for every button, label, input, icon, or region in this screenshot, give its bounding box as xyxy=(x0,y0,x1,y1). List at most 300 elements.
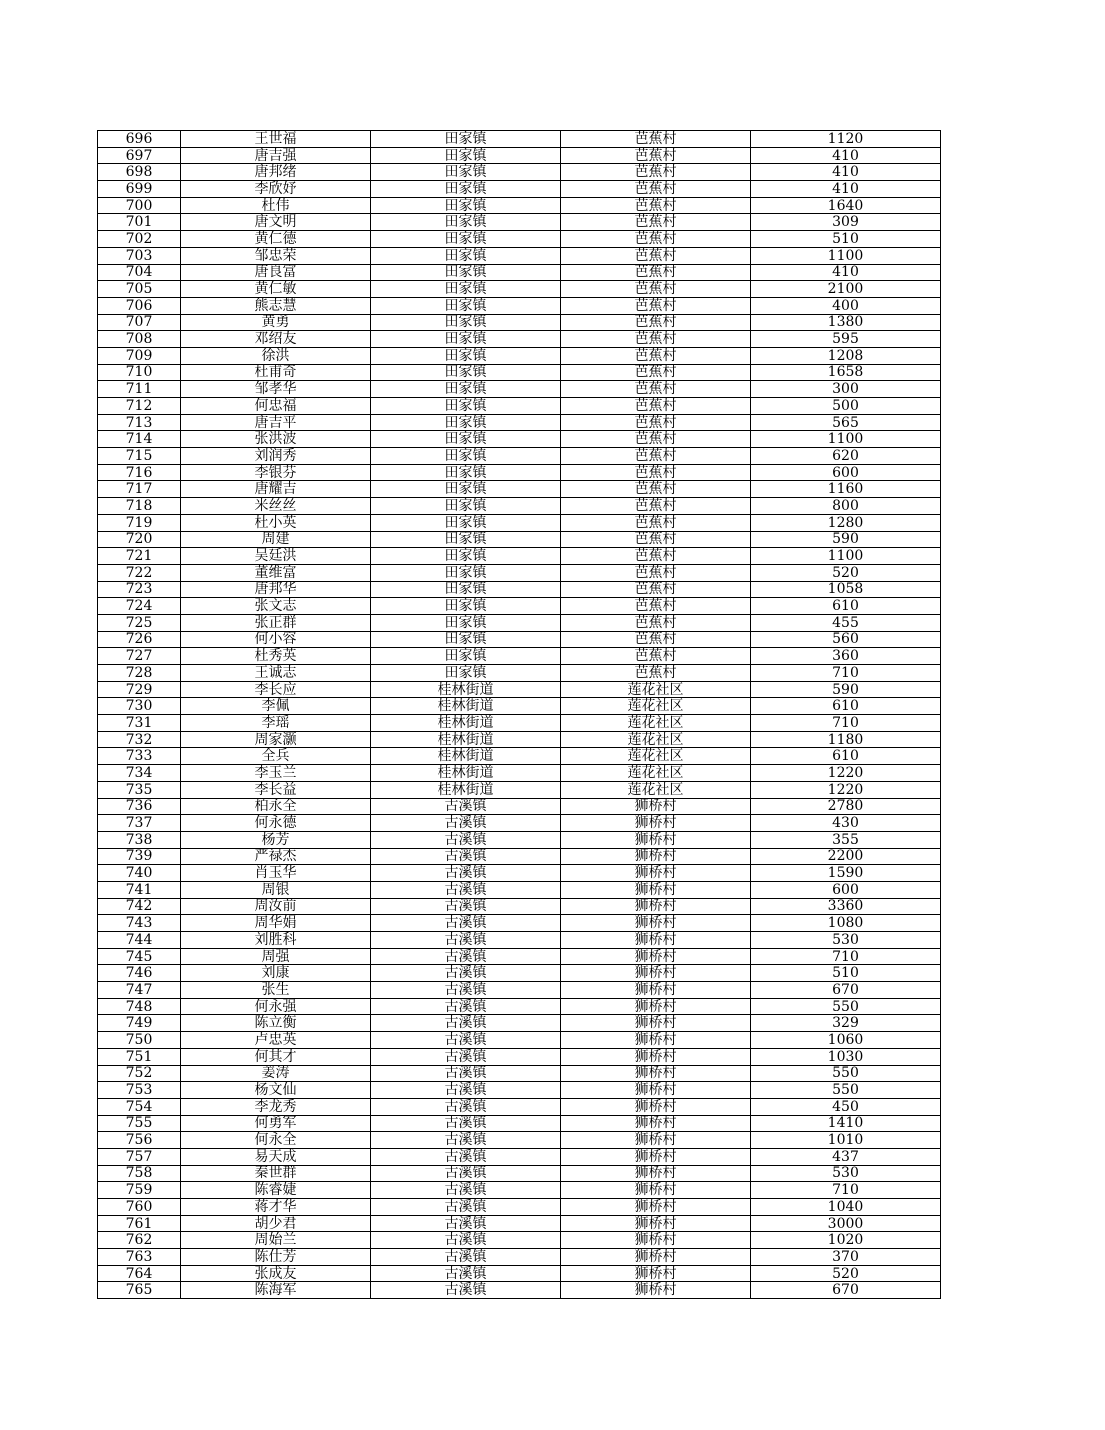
row-number-cell: 724 xyxy=(98,598,181,615)
village-cell: 芭蕉村 xyxy=(561,281,751,298)
table-row xyxy=(98,364,941,381)
amount-cell: 600 xyxy=(751,464,941,481)
village-cell: 芭蕉村 xyxy=(561,364,751,381)
amount-cell: 550 xyxy=(751,998,941,1015)
amount-cell: 300 xyxy=(751,381,941,398)
name-cell: 杜伟 xyxy=(181,197,371,214)
name-cell: 蒋才华 xyxy=(181,1199,371,1216)
table-row xyxy=(98,1032,941,1049)
table-row xyxy=(98,715,941,732)
town-cell: 古溪镇 xyxy=(371,898,561,915)
row-number-cell: 726 xyxy=(98,631,181,648)
name-cell: 唐吉强 xyxy=(181,147,371,164)
table-row xyxy=(98,665,941,682)
row-number-cell: 715 xyxy=(98,448,181,465)
name-cell: 张洪波 xyxy=(181,431,371,448)
village-cell: 莲花社区 xyxy=(561,715,751,732)
row-number-cell: 758 xyxy=(98,1165,181,1182)
table-row xyxy=(98,865,941,882)
amount-cell: 355 xyxy=(751,831,941,848)
row-number-cell: 704 xyxy=(98,264,181,281)
row-number-cell: 739 xyxy=(98,848,181,865)
village-cell: 狮桥村 xyxy=(561,1098,751,1115)
name-cell: 胡少君 xyxy=(181,1215,371,1232)
town-cell: 田家镇 xyxy=(371,214,561,231)
table-row xyxy=(98,514,941,531)
town-cell: 古溪镇 xyxy=(371,1265,561,1282)
village-cell: 狮桥村 xyxy=(561,982,751,999)
table-row xyxy=(98,681,941,698)
table-row xyxy=(98,631,941,648)
row-number-cell: 702 xyxy=(98,231,181,248)
town-cell: 田家镇 xyxy=(371,281,561,298)
town-cell: 古溪镇 xyxy=(371,1232,561,1249)
amount-cell: 610 xyxy=(751,748,941,765)
row-number-cell: 753 xyxy=(98,1082,181,1099)
name-cell: 卢忠英 xyxy=(181,1032,371,1049)
name-cell: 全兵 xyxy=(181,748,371,765)
village-cell: 狮桥村 xyxy=(561,898,751,915)
name-cell: 姜涛 xyxy=(181,1065,371,1082)
amount-cell: 1280 xyxy=(751,514,941,531)
village-cell: 狮桥村 xyxy=(561,1048,751,1065)
table-row xyxy=(98,614,941,631)
name-cell: 杜秀英 xyxy=(181,648,371,665)
table-row xyxy=(98,531,941,548)
row-number-cell: 759 xyxy=(98,1182,181,1199)
amount-cell: 1010 xyxy=(751,1132,941,1149)
row-number-cell: 736 xyxy=(98,798,181,815)
amount-cell: 560 xyxy=(751,631,941,648)
table-row xyxy=(98,164,941,181)
table-row xyxy=(98,598,941,615)
village-cell: 狮桥村 xyxy=(561,932,751,949)
village-cell: 莲花社区 xyxy=(561,781,751,798)
village-cell: 芭蕉村 xyxy=(561,498,751,515)
town-cell: 古溪镇 xyxy=(371,1065,561,1082)
town-cell: 古溪镇 xyxy=(371,1165,561,1182)
amount-cell: 370 xyxy=(751,1249,941,1266)
village-cell: 芭蕉村 xyxy=(561,648,751,665)
town-cell: 古溪镇 xyxy=(371,881,561,898)
amount-cell: 360 xyxy=(751,648,941,665)
town-cell: 古溪镇 xyxy=(371,948,561,965)
table-row xyxy=(98,1015,941,1032)
town-cell: 古溪镇 xyxy=(371,815,561,832)
town-cell: 古溪镇 xyxy=(371,1015,561,1032)
amount-cell: 410 xyxy=(751,181,941,198)
town-cell: 田家镇 xyxy=(371,414,561,431)
row-number-cell: 721 xyxy=(98,548,181,565)
table-row xyxy=(98,331,941,348)
amount-cell: 595 xyxy=(751,331,941,348)
village-cell: 狮桥村 xyxy=(561,815,751,832)
name-cell: 吴廷洪 xyxy=(181,548,371,565)
table-row xyxy=(98,1098,941,1115)
amount-cell: 1100 xyxy=(751,247,941,264)
town-cell: 田家镇 xyxy=(371,581,561,598)
name-cell: 李瑶 xyxy=(181,715,371,732)
row-number-cell: 741 xyxy=(98,881,181,898)
table-row xyxy=(98,881,941,898)
village-cell: 狮桥村 xyxy=(561,1182,751,1199)
village-cell: 芭蕉村 xyxy=(561,347,751,364)
village-cell: 狮桥村 xyxy=(561,1148,751,1165)
table-body xyxy=(98,131,941,1299)
village-cell: 狮桥村 xyxy=(561,998,751,1015)
row-number-cell: 698 xyxy=(98,164,181,181)
amount-cell: 590 xyxy=(751,681,941,698)
amount-cell: 1208 xyxy=(751,347,941,364)
name-cell: 何其才 xyxy=(181,1048,371,1065)
town-cell: 田家镇 xyxy=(371,431,561,448)
amount-cell: 710 xyxy=(751,1182,941,1199)
village-cell: 狮桥村 xyxy=(561,1215,751,1232)
table-row xyxy=(98,698,941,715)
amount-cell: 520 xyxy=(751,564,941,581)
village-cell: 狮桥村 xyxy=(561,1265,751,1282)
table-row xyxy=(98,1115,941,1132)
table-row xyxy=(98,781,941,798)
town-cell: 古溪镇 xyxy=(371,1115,561,1132)
row-number-cell: 737 xyxy=(98,815,181,832)
town-cell: 桂林街道 xyxy=(371,765,561,782)
name-cell: 陈仕芳 xyxy=(181,1249,371,1266)
row-number-cell: 764 xyxy=(98,1265,181,1282)
village-cell: 芭蕉村 xyxy=(561,564,751,581)
town-cell: 古溪镇 xyxy=(371,1182,561,1199)
amount-cell: 510 xyxy=(751,965,941,982)
table-row xyxy=(98,481,941,498)
row-number-cell: 716 xyxy=(98,464,181,481)
town-cell: 田家镇 xyxy=(371,398,561,415)
town-cell: 古溪镇 xyxy=(371,1098,561,1115)
name-cell: 唐耀吉 xyxy=(181,481,371,498)
town-cell: 田家镇 xyxy=(371,364,561,381)
town-cell: 古溪镇 xyxy=(371,998,561,1015)
village-cell: 芭蕉村 xyxy=(561,614,751,631)
table-row xyxy=(98,1182,941,1199)
name-cell: 李银芬 xyxy=(181,464,371,481)
village-cell: 芭蕉村 xyxy=(561,398,751,415)
town-cell: 田家镇 xyxy=(371,231,561,248)
name-cell: 刘康 xyxy=(181,965,371,982)
town-cell: 古溪镇 xyxy=(371,1199,561,1216)
name-cell: 王世福 xyxy=(181,131,371,148)
table-row xyxy=(98,1265,941,1282)
amount-cell: 550 xyxy=(751,1082,941,1099)
village-cell: 狮桥村 xyxy=(561,1082,751,1099)
table-row xyxy=(98,965,941,982)
table-row xyxy=(98,247,941,264)
town-cell: 田家镇 xyxy=(371,514,561,531)
village-cell: 芭蕉村 xyxy=(561,548,751,565)
name-cell: 刘胜科 xyxy=(181,932,371,949)
table-row xyxy=(98,131,941,148)
town-cell: 古溪镇 xyxy=(371,1282,561,1299)
town-cell: 古溪镇 xyxy=(371,1132,561,1149)
town-cell: 田家镇 xyxy=(371,164,561,181)
table-row xyxy=(98,1132,941,1149)
amount-cell: 437 xyxy=(751,1148,941,1165)
row-number-cell: 757 xyxy=(98,1148,181,1165)
village-cell: 芭蕉村 xyxy=(561,414,751,431)
table-row xyxy=(98,431,941,448)
name-cell: 刘润秀 xyxy=(181,448,371,465)
town-cell: 田家镇 xyxy=(371,631,561,648)
row-number-cell: 761 xyxy=(98,1215,181,1232)
table-row xyxy=(98,448,941,465)
village-cell: 芭蕉村 xyxy=(561,314,751,331)
town-cell: 田家镇 xyxy=(371,448,561,465)
village-cell: 狮桥村 xyxy=(561,948,751,965)
village-cell: 狮桥村 xyxy=(561,865,751,882)
row-number-cell: 714 xyxy=(98,431,181,448)
name-cell: 张文志 xyxy=(181,598,371,615)
amount-cell: 710 xyxy=(751,715,941,732)
row-number-cell: 728 xyxy=(98,665,181,682)
town-cell: 古溪镇 xyxy=(371,932,561,949)
amount-cell: 2200 xyxy=(751,848,941,865)
table-row xyxy=(98,731,941,748)
village-cell: 芭蕉村 xyxy=(561,297,751,314)
town-cell: 古溪镇 xyxy=(371,1148,561,1165)
village-cell: 莲花社区 xyxy=(561,698,751,715)
village-cell: 芭蕉村 xyxy=(561,631,751,648)
town-cell: 田家镇 xyxy=(371,131,561,148)
row-number-cell: 700 xyxy=(98,197,181,214)
village-cell: 芭蕉村 xyxy=(561,197,751,214)
amount-cell: 1220 xyxy=(751,781,941,798)
name-cell: 杜甫奇 xyxy=(181,364,371,381)
town-cell: 古溪镇 xyxy=(371,1249,561,1266)
table-row xyxy=(98,848,941,865)
table-row xyxy=(98,998,941,1015)
name-cell: 黄仁德 xyxy=(181,231,371,248)
table-row xyxy=(98,181,941,198)
row-number-cell: 703 xyxy=(98,247,181,264)
row-number-cell: 719 xyxy=(98,514,181,531)
name-cell: 易天成 xyxy=(181,1148,371,1165)
amount-cell: 455 xyxy=(751,614,941,631)
name-cell: 肖玉华 xyxy=(181,865,371,882)
village-cell: 狮桥村 xyxy=(561,965,751,982)
amount-cell: 1658 xyxy=(751,364,941,381)
village-cell: 芭蕉村 xyxy=(561,331,751,348)
table-row xyxy=(98,381,941,398)
amount-cell: 309 xyxy=(751,214,941,231)
row-number-cell: 734 xyxy=(98,765,181,782)
amount-cell: 620 xyxy=(751,448,941,465)
amount-cell: 430 xyxy=(751,815,941,832)
row-number-cell: 706 xyxy=(98,297,181,314)
town-cell: 田家镇 xyxy=(371,314,561,331)
row-number-cell: 705 xyxy=(98,281,181,298)
table-row xyxy=(98,197,941,214)
table-row xyxy=(98,231,941,248)
amount-cell: 1160 xyxy=(751,481,941,498)
town-cell: 桂林街道 xyxy=(371,781,561,798)
name-cell: 何小容 xyxy=(181,631,371,648)
amount-cell: 520 xyxy=(751,1265,941,1282)
row-number-cell: 708 xyxy=(98,331,181,348)
table-row xyxy=(98,314,941,331)
table-row xyxy=(98,798,941,815)
amount-cell: 530 xyxy=(751,1165,941,1182)
row-number-cell: 727 xyxy=(98,648,181,665)
village-cell: 狮桥村 xyxy=(561,848,751,865)
table-row xyxy=(98,948,941,965)
town-cell: 田家镇 xyxy=(371,147,561,164)
village-cell: 芭蕉村 xyxy=(561,464,751,481)
town-cell: 田家镇 xyxy=(371,264,561,281)
row-number-cell: 748 xyxy=(98,998,181,1015)
table-row xyxy=(98,264,941,281)
amount-cell: 1030 xyxy=(751,1048,941,1065)
row-number-cell: 717 xyxy=(98,481,181,498)
table-row xyxy=(98,581,941,598)
village-cell: 狮桥村 xyxy=(561,1115,751,1132)
table-row xyxy=(98,815,941,832)
name-cell: 何永强 xyxy=(181,998,371,1015)
amount-cell: 450 xyxy=(751,1098,941,1115)
village-cell: 莲花社区 xyxy=(561,731,751,748)
town-cell: 田家镇 xyxy=(371,381,561,398)
table-row xyxy=(98,1249,941,1266)
village-cell: 芭蕉村 xyxy=(561,598,751,615)
town-cell: 田家镇 xyxy=(371,464,561,481)
amount-cell: 1058 xyxy=(751,581,941,598)
amount-cell: 565 xyxy=(751,414,941,431)
row-number-cell: 754 xyxy=(98,1098,181,1115)
table-row xyxy=(98,765,941,782)
name-cell: 李长益 xyxy=(181,781,371,798)
village-cell: 芭蕉村 xyxy=(561,147,751,164)
table-row xyxy=(98,1148,941,1165)
town-cell: 古溪镇 xyxy=(371,1215,561,1232)
row-number-cell: 762 xyxy=(98,1232,181,1249)
table-row xyxy=(98,915,941,932)
town-cell: 田家镇 xyxy=(371,498,561,515)
name-cell: 周家灏 xyxy=(181,731,371,748)
amount-cell: 1180 xyxy=(751,731,941,748)
town-cell: 古溪镇 xyxy=(371,831,561,848)
name-cell: 周银 xyxy=(181,881,371,898)
village-cell: 狮桥村 xyxy=(561,798,751,815)
row-number-cell: 713 xyxy=(98,414,181,431)
amount-cell: 1220 xyxy=(751,765,941,782)
table-row xyxy=(98,1282,941,1299)
town-cell: 田家镇 xyxy=(371,531,561,548)
row-number-cell: 744 xyxy=(98,932,181,949)
amount-cell: 1120 xyxy=(751,131,941,148)
amount-cell: 1380 xyxy=(751,314,941,331)
table-row xyxy=(98,414,941,431)
amount-cell: 800 xyxy=(751,498,941,515)
table-row xyxy=(98,214,941,231)
name-cell: 邹孝华 xyxy=(181,381,371,398)
table-row xyxy=(98,498,941,515)
row-number-cell: 701 xyxy=(98,214,181,231)
village-cell: 芭蕉村 xyxy=(561,431,751,448)
amount-cell: 610 xyxy=(751,598,941,615)
village-cell: 狮桥村 xyxy=(561,881,751,898)
row-number-cell: 740 xyxy=(98,865,181,882)
row-number-cell: 732 xyxy=(98,731,181,748)
table-row xyxy=(98,564,941,581)
row-number-cell: 718 xyxy=(98,498,181,515)
name-cell: 周建 xyxy=(181,531,371,548)
name-cell: 李玉兰 xyxy=(181,765,371,782)
name-cell: 黄仁敏 xyxy=(181,281,371,298)
amount-cell: 590 xyxy=(751,531,941,548)
town-cell: 田家镇 xyxy=(371,181,561,198)
village-cell: 狮桥村 xyxy=(561,1249,751,1266)
table-row xyxy=(98,1082,941,1099)
table-row xyxy=(98,831,941,848)
row-number-cell: 742 xyxy=(98,898,181,915)
row-number-cell: 699 xyxy=(98,181,181,198)
village-cell: 狮桥村 xyxy=(561,1132,751,1149)
amount-cell: 1100 xyxy=(751,548,941,565)
town-cell: 桂林街道 xyxy=(371,731,561,748)
name-cell: 何勇军 xyxy=(181,1115,371,1132)
name-cell: 张正群 xyxy=(181,614,371,631)
table-row xyxy=(98,648,941,665)
row-number-cell: 709 xyxy=(98,347,181,364)
town-cell: 田家镇 xyxy=(371,648,561,665)
row-number-cell: 710 xyxy=(98,364,181,381)
table-row xyxy=(98,1065,941,1082)
amount-cell: 410 xyxy=(751,264,941,281)
amount-cell: 1020 xyxy=(751,1232,941,1249)
amount-cell: 1100 xyxy=(751,431,941,448)
row-number-cell: 751 xyxy=(98,1048,181,1065)
table-row xyxy=(98,1199,941,1216)
village-cell: 狮桥村 xyxy=(561,1232,751,1249)
name-cell: 董维富 xyxy=(181,564,371,581)
amount-cell: 670 xyxy=(751,982,941,999)
amount-cell: 3360 xyxy=(751,898,941,915)
row-number-cell: 755 xyxy=(98,1115,181,1132)
name-cell: 唐良富 xyxy=(181,264,371,281)
amount-cell: 3000 xyxy=(751,1215,941,1232)
row-number-cell: 763 xyxy=(98,1249,181,1266)
town-cell: 古溪镇 xyxy=(371,915,561,932)
amount-cell: 710 xyxy=(751,948,941,965)
town-cell: 田家镇 xyxy=(371,564,561,581)
town-cell: 桂林街道 xyxy=(371,681,561,698)
amount-cell: 1060 xyxy=(751,1032,941,1049)
name-cell: 张生 xyxy=(181,982,371,999)
village-cell: 芭蕉村 xyxy=(561,231,751,248)
table-row xyxy=(98,1232,941,1249)
name-cell: 何永全 xyxy=(181,1132,371,1149)
amount-cell: 410 xyxy=(751,147,941,164)
name-cell: 柏永全 xyxy=(181,798,371,815)
town-cell: 田家镇 xyxy=(371,197,561,214)
table-row xyxy=(98,548,941,565)
village-cell: 莲花社区 xyxy=(561,748,751,765)
name-cell: 邓绍友 xyxy=(181,331,371,348)
village-cell: 芭蕉村 xyxy=(561,381,751,398)
amount-cell: 1640 xyxy=(751,197,941,214)
amount-cell: 400 xyxy=(751,297,941,314)
table-row xyxy=(98,281,941,298)
village-cell: 莲花社区 xyxy=(561,681,751,698)
town-cell: 田家镇 xyxy=(371,347,561,364)
row-number-cell: 730 xyxy=(98,698,181,715)
